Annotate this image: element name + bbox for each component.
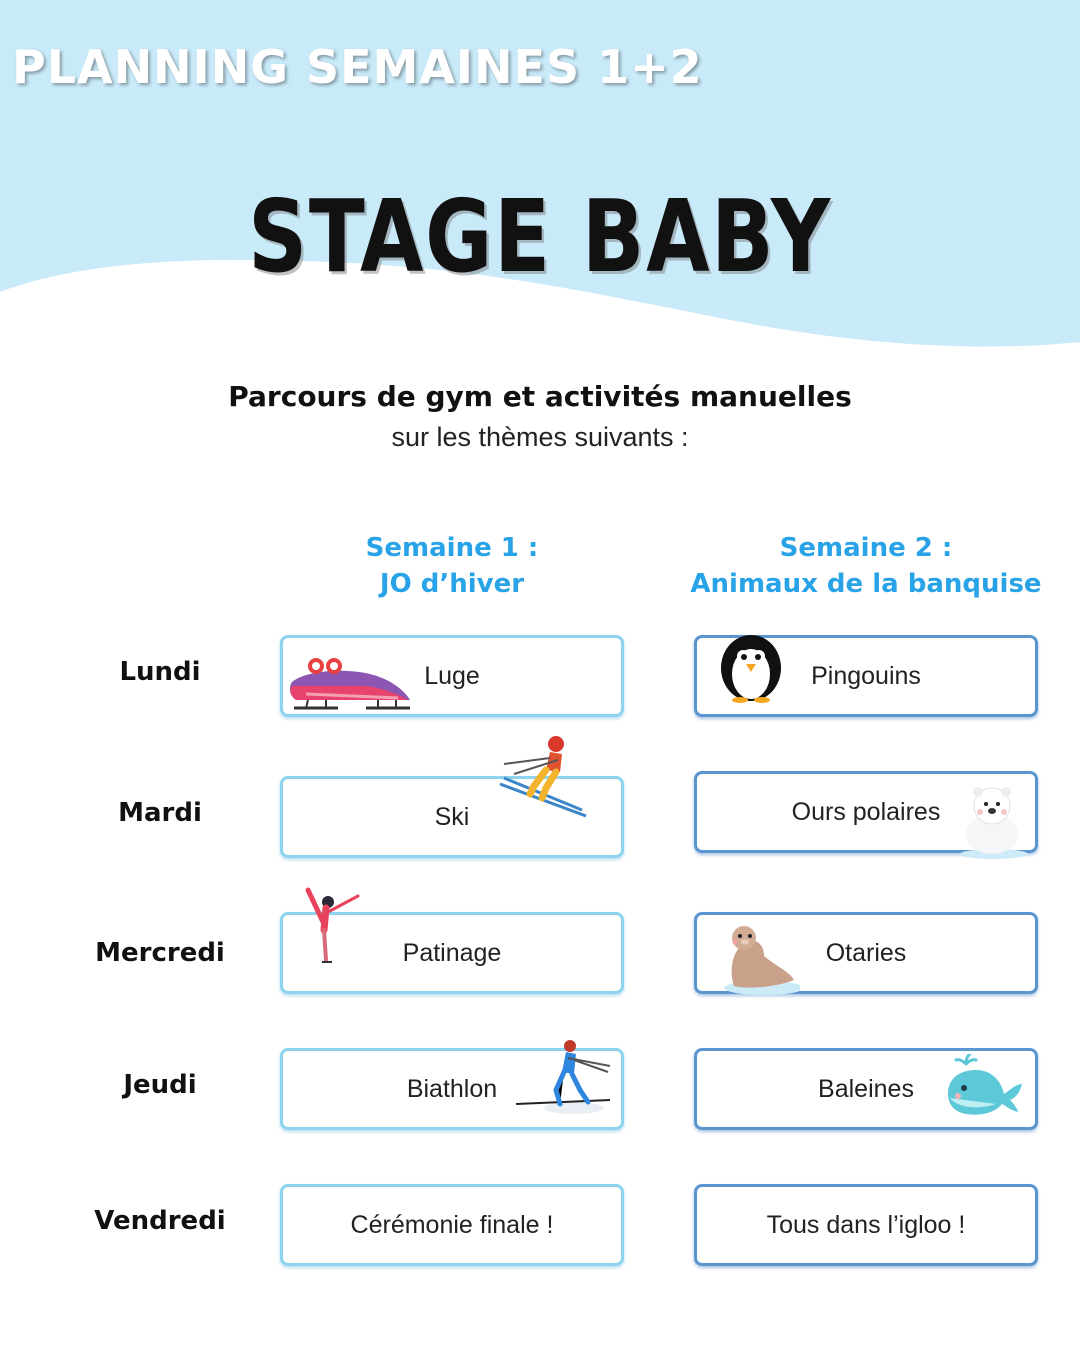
- animal-label: Ours polaires: [791, 797, 941, 826]
- day-label-lundi: Lundi: [119, 657, 201, 687]
- day-label-mardi: Mardi: [118, 798, 202, 828]
- week1-vendredi-box: [280, 1184, 624, 1266]
- activity-label: Cérémonie finale !: [350, 1210, 554, 1239]
- animal-label: Baleines: [818, 1074, 914, 1103]
- activity-label: Luge: [424, 661, 480, 690]
- animal-label: Otaries: [825, 938, 907, 967]
- figure-skater-icon: [302, 884, 372, 968]
- week-2-label: Semaine 2 :: [779, 533, 953, 563]
- animal-label: Pingouins: [811, 661, 921, 690]
- skier-icon: [490, 734, 590, 820]
- week-2-theme: Animaux de la banquise: [690, 569, 1042, 599]
- biathlete-icon: [514, 1038, 616, 1120]
- week-1-theme: JO d’hiver: [379, 569, 525, 599]
- week-1-header: [282, 530, 622, 602]
- animal-label: Tous dans l’igloo !: [766, 1210, 966, 1239]
- week-1-label: Semaine 1 :: [365, 533, 539, 563]
- intro-line-2: sur les thèmes suivants :: [391, 422, 689, 452]
- activity-label: Ski: [434, 802, 470, 831]
- penguin-icon: [716, 626, 786, 704]
- week-2-header: [666, 530, 1066, 602]
- activity-label: Biathlon: [406, 1074, 498, 1103]
- day-label-vendredi: Vendredi: [94, 1206, 226, 1236]
- intro-line-1: Parcours de gym et activités manuelles: [228, 380, 852, 413]
- day-label-jeudi: Jeudi: [123, 1070, 197, 1100]
- activity-label: Patinage: [402, 938, 502, 967]
- week2-vendredi-box: [694, 1184, 1038, 1266]
- planning-title: PLANNING SEMAINES 1+2: [12, 40, 703, 94]
- whale-icon: [944, 1054, 1024, 1120]
- day-label-mercredi: Mercredi: [95, 938, 225, 968]
- stage-baby-title: STAGE BABY: [248, 178, 832, 295]
- seal-icon: [720, 922, 800, 998]
- polar-bear-icon: [956, 784, 1028, 860]
- bobsled-icon: [286, 652, 414, 718]
